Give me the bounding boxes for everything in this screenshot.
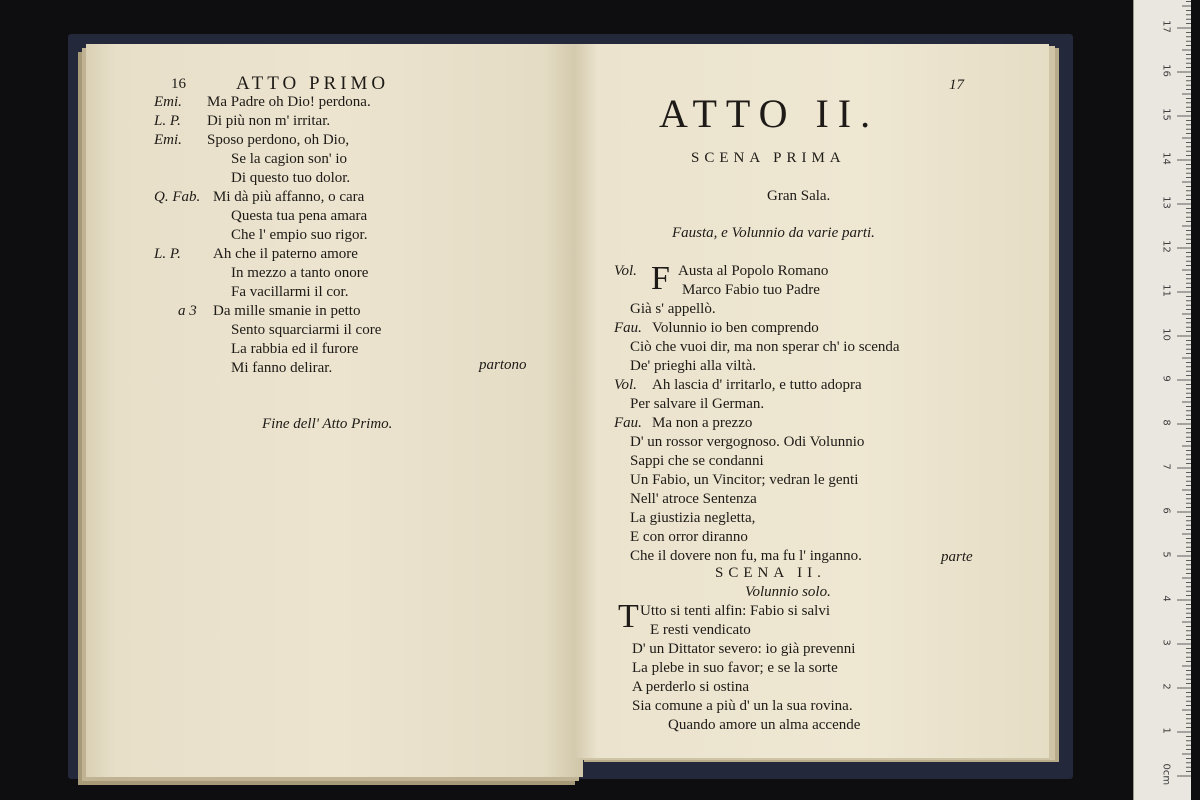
- verse-line: Nell' atroce Sentenza: [630, 491, 757, 507]
- verse-line: D' un Dittator severo: io già prevenni: [632, 641, 856, 657]
- scene-characters: Fausta, e Volunnio da varie parti.: [672, 225, 875, 241]
- right-page: [574, 44, 1049, 758]
- verse-line: D' un rossor vergognoso. Odi Volunnio: [630, 434, 865, 450]
- speaker: a 3: [178, 303, 197, 319]
- verse-line: Austa al Popolo Romano: [678, 263, 829, 279]
- ruler-mark: 12: [1160, 240, 1172, 253]
- scene-heading: SCENA II.: [715, 565, 826, 581]
- verse-line: In mezzo a tanto onore: [231, 265, 369, 281]
- measuring-ruler: [1133, 0, 1191, 800]
- ruler-mark: 8: [1160, 419, 1172, 426]
- drop-cap: F: [651, 260, 670, 297]
- verse-line: Utto si tenti alfin: Fabio si salvi: [640, 603, 830, 619]
- ruler-mark: 17: [1160, 20, 1172, 33]
- verse-line: A perderlo si ostina: [632, 679, 750, 695]
- verse-line: Sento squarciarmi il core: [231, 322, 382, 338]
- verse-line: Che l' empio suo rigor.: [231, 227, 368, 243]
- speaker: L. P.: [154, 113, 181, 129]
- verse-line: Fa vacillarmi il cor.: [231, 284, 349, 300]
- speaker: Emi.: [154, 94, 182, 110]
- page-number: 17: [949, 77, 964, 93]
- ruler-mark: 14: [1160, 152, 1172, 165]
- ruler-mark: 7: [1160, 463, 1172, 470]
- stage-direction: parte: [941, 549, 973, 565]
- ruler-mark: 10: [1160, 328, 1172, 341]
- speaker: Vol.: [614, 377, 637, 393]
- speaker: Q. Fab.: [154, 189, 201, 205]
- stage-direction: partono: [479, 357, 527, 373]
- verse-line: Ma non a prezzo: [652, 415, 753, 431]
- verse-line: Di questo tuo dolor.: [231, 170, 351, 186]
- verse-line: Quando amore un alma accende: [668, 717, 861, 733]
- verse-line: La giustizia negletta,: [630, 510, 756, 526]
- drop-cap: T: [618, 598, 639, 635]
- running-head: ATTO PRIMO: [236, 73, 390, 94]
- verse-line: Di più non m' irritar.: [207, 113, 331, 129]
- verse-line: La plebe in suo favor; e se la sorte: [632, 660, 838, 676]
- end-of-act-note: Fine dell' Atto Primo.: [262, 416, 393, 432]
- ruler-mark: 16: [1160, 64, 1172, 77]
- scene-heading: SCENA PRIMA: [691, 150, 846, 166]
- ruler-mark: 1: [1160, 727, 1172, 734]
- ruler-mark: 5: [1160, 551, 1172, 558]
- speaker: L. P.: [154, 246, 181, 262]
- speaker: Fau.: [614, 320, 642, 336]
- verse-line: Mi fanno delirar.: [231, 360, 333, 376]
- verse-line: Questa tua pena amara: [231, 208, 368, 224]
- act-title: ATTO II.: [659, 91, 880, 136]
- verse-line: Sappi che se condanni: [630, 453, 764, 469]
- ruler-mark: 4: [1160, 595, 1172, 602]
- verse-line: De' prieghi alla viltà.: [630, 358, 756, 374]
- verse-line: Marco Fabio tuo Padre: [682, 282, 820, 298]
- ruler-mark: 11: [1160, 284, 1172, 297]
- ruler-mark: 13: [1160, 196, 1172, 209]
- page-number: 16: [171, 76, 186, 92]
- verse-line: Ma Padre oh Dio! perdona.: [207, 94, 371, 110]
- verse-line: Ciò che vuoi dir, ma non sperar ch' io scenda: [630, 339, 900, 355]
- ruler-mark: 2: [1160, 683, 1172, 690]
- verse-line: Mi dà più affanno, o cara: [213, 189, 365, 205]
- ruler-unit-label: 0cm: [1160, 763, 1172, 786]
- verse-line: Sposo perdono, oh Dio,: [207, 132, 350, 148]
- verse-line: Sia comune a più d' un la sua rovina.: [632, 698, 853, 714]
- verse-line: La rabbia ed il furore: [231, 341, 359, 357]
- verse-line: Da mille smanie in petto: [213, 303, 361, 319]
- left-page: [86, 44, 583, 777]
- verse-line: Se la cagion son' io: [231, 151, 348, 167]
- speaker: Emi.: [154, 132, 182, 148]
- scene-setting: Gran Sala.: [767, 188, 831, 204]
- ruler-mark: 9: [1160, 375, 1172, 382]
- verse-line: Per salvare il German.: [630, 396, 765, 412]
- speaker: Vol.: [614, 263, 637, 279]
- verse-line: Un Fabio, un Vincitor; vedran le genti: [630, 472, 859, 488]
- scene-characters: Volunnio solo.: [745, 584, 831, 600]
- verse-line: Ah lascia d' irritarlo, e tutto adopra: [652, 377, 862, 393]
- verse-line: Già s' appellò.: [630, 301, 716, 317]
- verse-line: Ah che il paterno amore: [213, 246, 358, 262]
- verse-line: Volunnio io ben comprendo: [652, 320, 819, 336]
- ruler-mark: 15: [1160, 108, 1172, 121]
- ruler-mark: 3: [1160, 639, 1172, 646]
- ruler-mark: 6: [1160, 507, 1172, 514]
- verse-line: E con orror diranno: [630, 529, 748, 545]
- verse-line: E resti vendicato: [650, 622, 751, 638]
- speaker: Fau.: [614, 415, 642, 431]
- verse-line: Che il dovere non fu, ma fu l' inganno.: [630, 548, 862, 564]
